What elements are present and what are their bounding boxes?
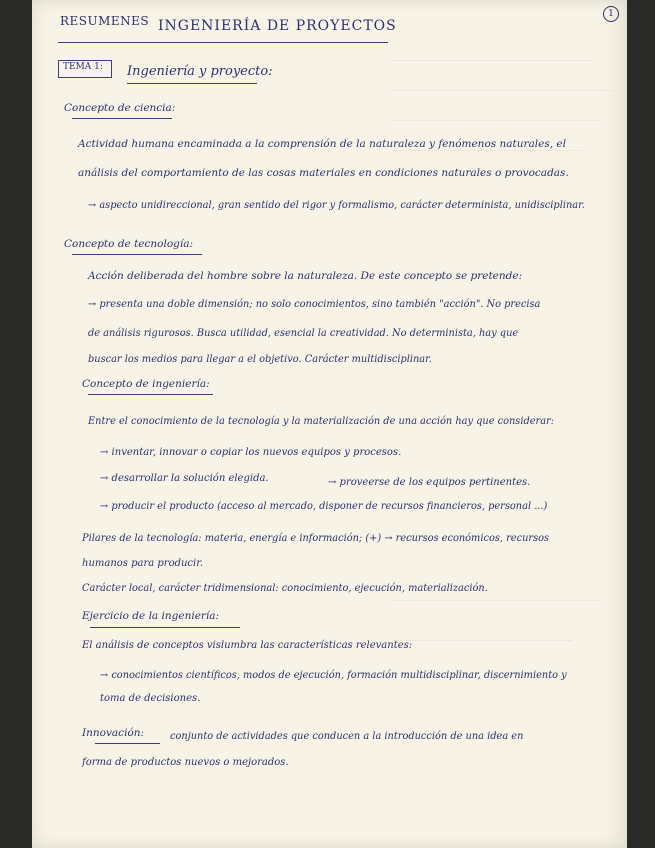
heading-ejercicio: Ejercicio de la ingeniería: [82,610,220,622]
text-line: humanos para producir. [82,558,204,569]
text-line: Pilares de la tecnología: materia, energía e información; (+) → recursos económicos, recursos [82,533,550,544]
text-line: Actividad humana encaminada a la comprensión de la naturaleza y fenómenos naturales, el [78,138,566,150]
page-title: INGENIERÍA DE PROYECTOS [158,18,397,34]
heading-innovacion: Innovación: [82,727,145,739]
text-line: → desarrollar la solución elegida. [100,473,269,484]
heading-ciencia: Concepto de ciencia: [64,102,176,114]
text-line: Acción deliberada del hombre sobre la naturaleza. De este concepto se pretende: [88,270,523,282]
text-line: buscar los medios para llegar a el objetivo. Carácter multidisciplinar. [88,354,432,365]
text-line: → inventar, innovar o copiar los nuevos equipos y procesos. [100,447,402,458]
text-line: conjunto de actividades que conducen a la introducción de una idea en [170,731,524,742]
heading-ejercicio-underline [90,627,240,628]
heading-ingenieria: Concepto de ingeniería: [82,378,210,390]
heading-innovacion-underline [95,743,160,744]
heading-ingenieria-underline [88,394,213,395]
text-line: → presenta una doble dimensión; no solo conocimientos, sino también "acción". No precisa [88,299,541,310]
header-left-label: RESUMENES [60,14,150,28]
topic-title: Ingeniería y proyecto: [127,64,273,79]
header-underline [58,42,388,43]
topic-label: TEMA 1: [63,62,103,72]
text-line: forma de productos nuevos o mejorados. [82,757,289,768]
text-line: → aspecto unidireccional, gran sentido del rigor y formalismo, carácter determinista, unidisciplinar. [88,200,585,211]
heading-tecnologia-underline [72,254,202,255]
topic-title-underline [127,83,257,84]
text-line: Carácter local, carácter tridimensional: conocimiento, ejecución, materialización. [82,583,488,594]
text-line: → producir el producto (acceso al mercado, disponer de recursos financieros, personal ...) [100,501,548,512]
text-line: → conocimientos científicos, modos de ejecución, formación multidisciplinar, discernimiento y [100,670,567,681]
heading-tecnologia: Concepto de tecnología: [64,238,194,250]
text-line: El análisis de conceptos vislumbra las características relevantes: [82,640,413,651]
text-line: de análisis rigurosos. Busca utilidad, esencial la creatividad. No determinista, hay que [88,328,519,339]
text-line: análisis del comportamiento de las cosas materiales en condiciones naturales o provocadas. [78,167,569,179]
page-number: 1 [603,6,619,22]
text-line: toma de decisiones. [100,693,201,704]
text-line: → proveerse de los equipos pertinentes. [328,477,531,488]
heading-ciencia-underline [72,118,172,119]
text-line: Entre el conocimiento de la tecnología y la materialización de una acción hay que considerar: [88,416,555,427]
